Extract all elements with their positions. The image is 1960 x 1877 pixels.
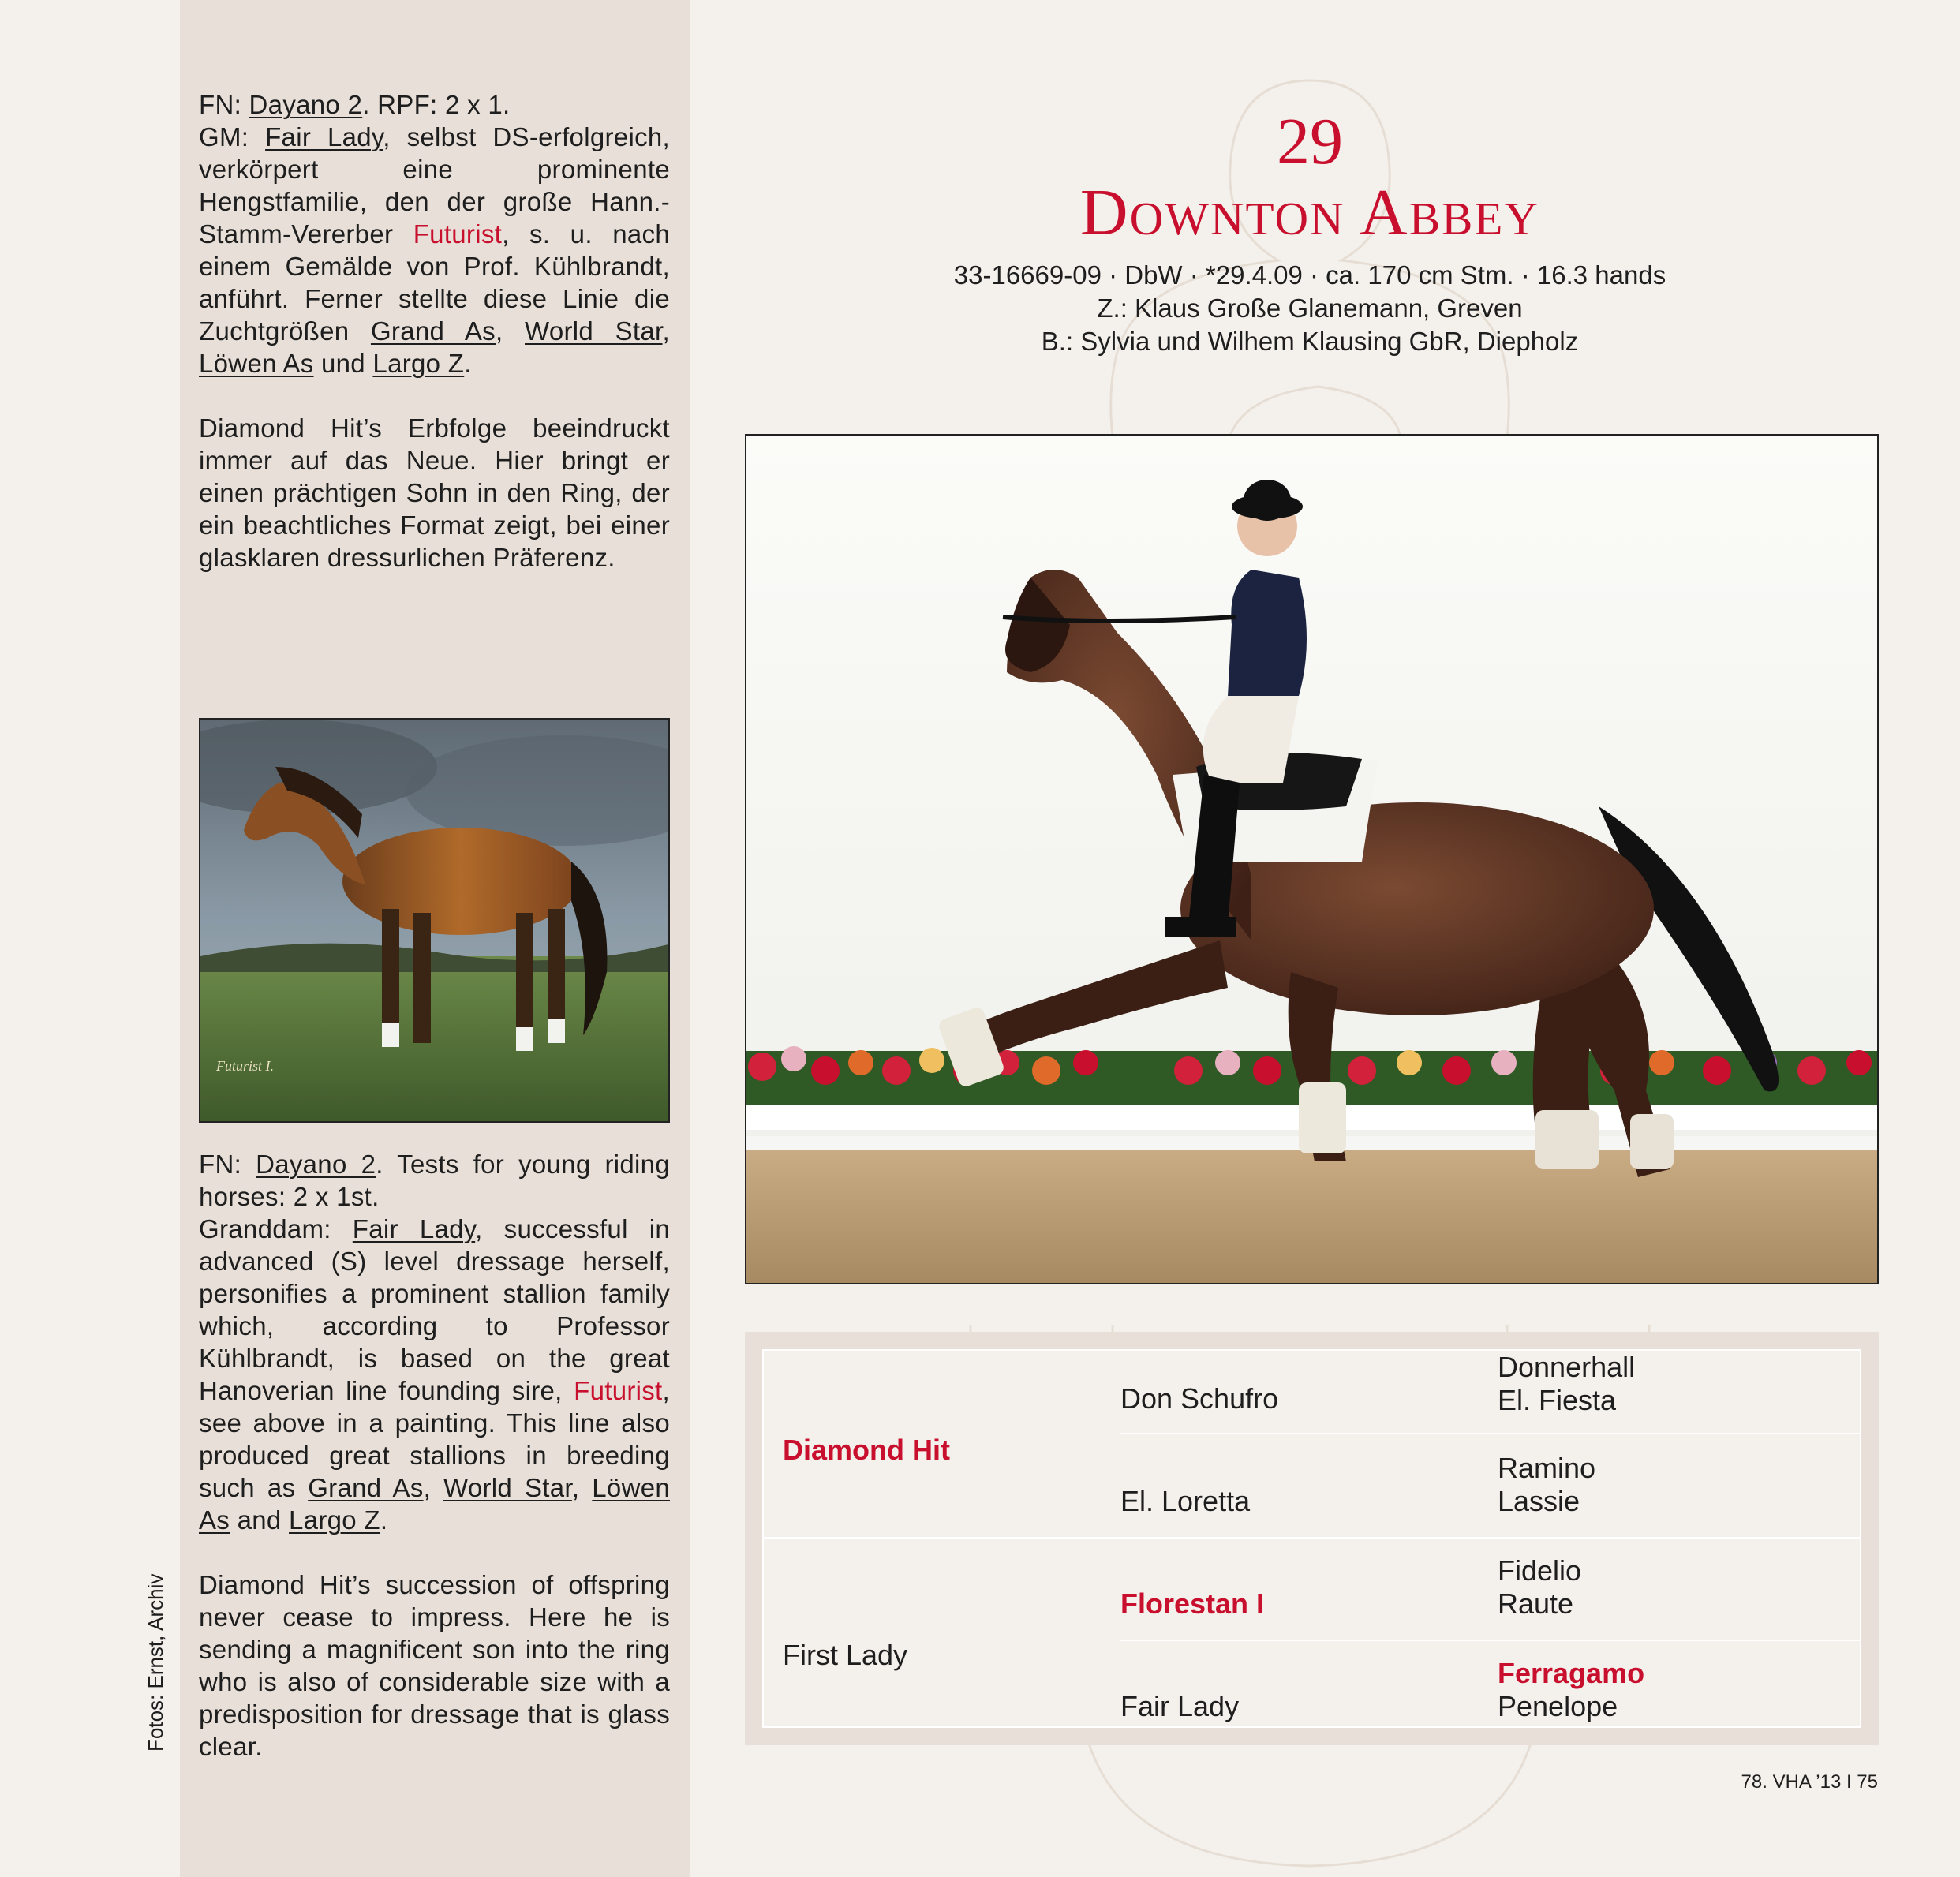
photo-credit: Fotos: Ernst, Archiv [144, 1573, 167, 1752]
pedigree-dss: Fidelio [1498, 1554, 1582, 1587]
pedigree-divider [1120, 1640, 1861, 1641]
painting-image [200, 720, 668, 1121]
futurist-highlight: Futurist [413, 219, 503, 249]
german-paragraph-2: Diamond Hit’s Erbfolge beeindruckt immer auf das Neue. Hier bringt er einen prächtigen Sohn in den Ring, der ein beachtliches Format zeigt, bei einer glasklaren dressurlichen Präferenz. [199, 413, 670, 572]
fair-lady-link: Fair Lady [265, 122, 383, 151]
pedigree-dds: Ferragamo [1498, 1657, 1645, 1689]
horse-name: Downton Abbey [1079, 176, 1540, 249]
pedigree-sds: Ramino [1498, 1452, 1596, 1484]
english-text [199, 1148, 670, 1763]
breeder-line: Z.: Klaus Große Glanemann, Greven [1097, 294, 1523, 323]
german-paragraph-1: FN: Dayano 2. RPF: 2 x 1. GM: Fair Lady, selbst DS-erfolgreich, verkörpert eine prominente Hengstfamilie, den der große Hann.-Stamm-Vererber Futurist, s. u. nach einem Gemälde von Prof. Kühlbrandt, anführt. Ferner stellte diese Linie die Zuchtgrößen Grand As, World Star, Löwen As und Largo Z. [199, 90, 670, 378]
page-footer: 78. VHA ’13 I 75 [1741, 1771, 1878, 1793]
pedigree-box [745, 1332, 1879, 1745]
pedigree-sire-sire: Don Schufro [1120, 1382, 1279, 1415]
dayano-link: Dayano 2 [249, 90, 363, 119]
pedigree-sire: Diamond Hit [783, 1434, 950, 1466]
pedigree-dam: First Lady [783, 1639, 908, 1671]
pedigree-table [762, 1349, 1861, 1728]
lot-number: 29 [1277, 105, 1343, 178]
pedigree-sire-dam: El. Loretta [1120, 1485, 1251, 1517]
pedigree-sss: Donnerhall [1498, 1351, 1636, 1383]
dressage-horse-photo [746, 436, 1877, 1283]
pedigree-dam-dam: Fair Lady [1120, 1690, 1240, 1722]
pedigree-divider [1120, 1433, 1861, 1434]
german-text [199, 88, 670, 574]
pedigree-dsd: Raute [1498, 1587, 1574, 1620]
pedigree-sdd: Lassie [1498, 1485, 1580, 1517]
owner-line: B.: Sylvia und Wilhem Klausing GbR, Diepholz [1041, 327, 1579, 356]
main-photo [745, 434, 1879, 1284]
horse-details: 33-16669-09 · DbW · *29.4.09 · ca. 170 cm Stm. · 16.3 hands [953, 260, 1666, 290]
english-paragraph-2: Diamond Hit’s succession of offspring never cease to impress. Here he is sending a magnificent son into the ring who is also of considerable size with a predisposition for dressage that is glass clear. [199, 1570, 670, 1761]
pedigree-ssd: El. Fiesta [1498, 1384, 1617, 1416]
pedigree-ddd: Penelope [1498, 1690, 1618, 1722]
pedigree-divider-main [764, 1537, 1861, 1539]
english-paragraph-1: FN: Dayano 2. Tests for young riding horses: 2 x 1st. Granddam: Fair Lady, successful in advanced (S) level dressage herself, personifies a prominent stallion family which, according to Professor Kühlbrandt, is based on the great Hanoverian line founding sire, Futurist, see above in a painting. This line also produced great stallions in breeding such as Grand As, World Star, Löwen As and Largo Z. [199, 1150, 671, 1535]
painting-signature: Futurist I. [216, 1058, 275, 1074]
pedigree-dam-sire: Florestan I [1120, 1587, 1265, 1620]
futurist-painting [199, 718, 670, 1123]
